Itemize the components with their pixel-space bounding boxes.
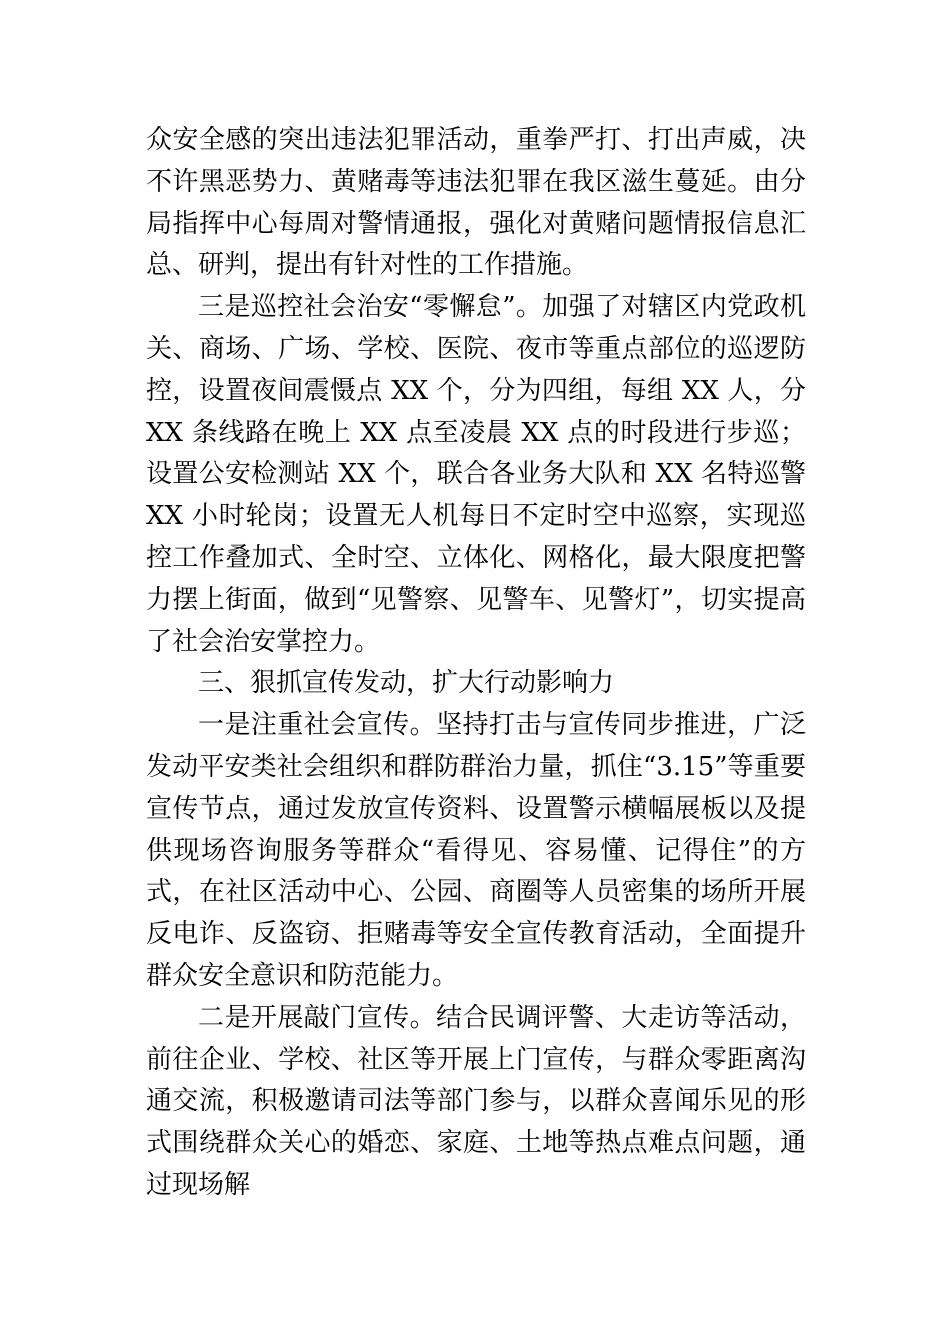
paragraph-patrol-control: 三是巡控社会治安“零懈怠”。加强了对辖区内党政机关、商场、广场、学校、医院、夜市等重点部位的巡逻防控，设置夜间震慑点 XX 个，分为四组，每组 XX 人，分 XX 条线路在晚上 XX 点至凌晨 XX 点的时段进行步巡；设置公安检测站 XX 个，联合各业务大队和 XX 名特巡警 XX 小时轮岗；设置无人机每日不定时空中巡察，实现巡控工作叠加式、全时空、立体化、网格化，最大限度把警力摆上街面，做到“见警察、见警车、见警灯”，切实提高了社会治安掌控力。: [146, 292, 806, 657]
paragraph-continuation: 众安全感的突出违法犯罪活动，重拳严打、打出声威，决不许黑恶势力、黄赌毒等违法犯罪在我区滋生蔓延。由分局指挥中心每周对警情通报，强化对黄赌问题情报信息汇总、研判，提出有针对性的工作措施。: [146, 125, 806, 281]
paragraph-social-publicity: 一是注重社会宣传。坚持打击与宣传同步推进，广泛发动平安类社会组织和群防群治力量，抓住“3.15”等重要宣传节点，通过发放宣传资料、设置警示横幅展板以及提供现场咨询服务等群众“看得见、容易懂、记得住”的方式，在社区活动中心、公园、商圈等人员密集的场所开展反电诈、反盗窃、拒赌毒等安全宣传教育活动，全面提升群众安全意识和防范能力。: [146, 710, 806, 991]
paragraph-door-to-door-publicity: 二是开展敲门宣传。结合民调评警、大走访等活动，前往企业、学校、社区等开展上门宣传，与群众零距离沟通交流，积极邀请司法等部门参与，以群众喜闻乐见的形式围绕群众关心的婚恋、家庭、土地等热点难点问题，通过现场解: [146, 1002, 806, 1200]
section-heading: 三、狠抓宣传发动，扩大行动影响力: [198, 668, 615, 699]
body-text: [146, 120, 806, 1207]
